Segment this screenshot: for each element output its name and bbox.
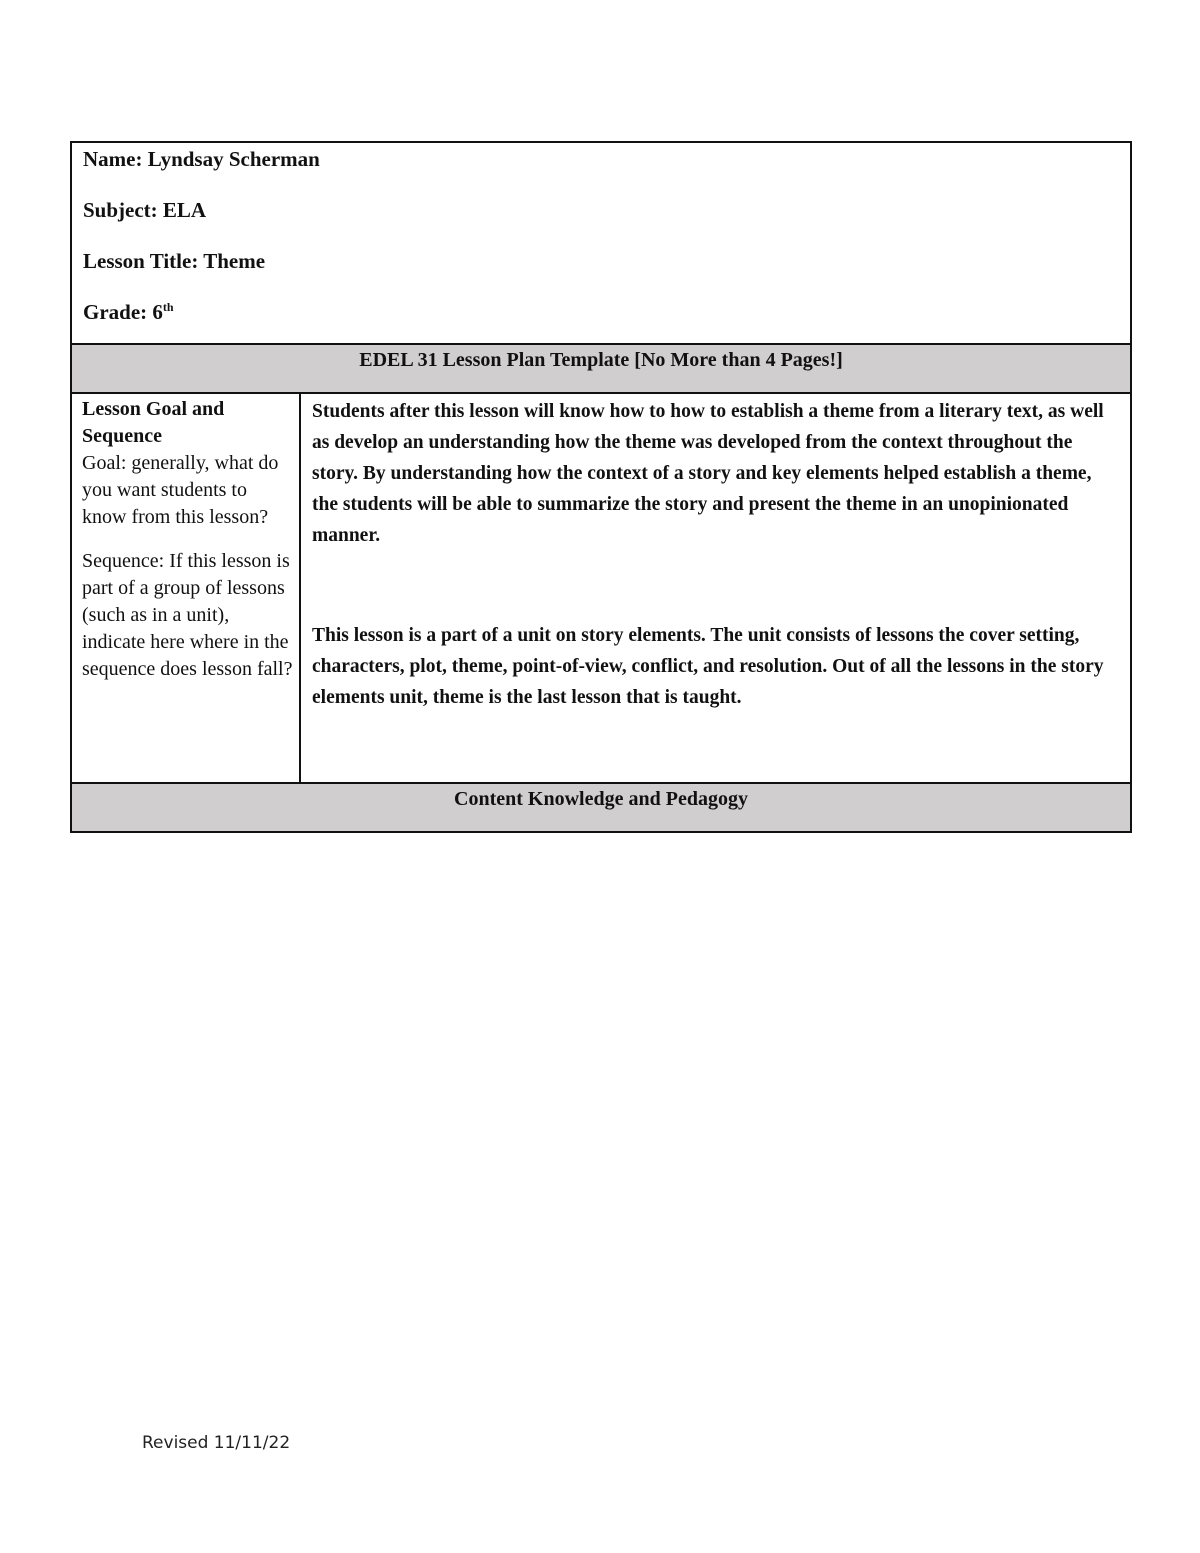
grade-text: Grade: 6 xyxy=(83,300,163,324)
goal-sequence-label-title: Lesson Goal and Sequence xyxy=(82,398,225,447)
lesson-title-line: Lesson Title: Theme xyxy=(83,249,266,273)
goal-sequence-row xyxy=(71,393,1131,783)
content-band-heading: Content Knowledge and Pedagogy xyxy=(71,783,1131,832)
subject-line: Subject: ELA xyxy=(83,198,207,222)
revised-footer: Revised 11/11/22 xyxy=(142,1433,291,1453)
name-line: Name: Lyndsay Scherman xyxy=(83,147,320,171)
grade-line xyxy=(83,300,1120,324)
template-band-heading: EDEL 31 Lesson Plan Template [No More than 4 Pages!] xyxy=(71,344,1131,393)
lesson-plan-table xyxy=(70,141,1132,833)
goal-sequence-content-cell xyxy=(300,393,1131,783)
header-info-cell xyxy=(71,142,1131,344)
goal-response: Students after this lesson will know how to how to establish a theme from a literary text, as well as develop an understanding how the theme was developed from the context throughout the story. By understanding how the context of a story and key elements helped establish a theme, the students will be able to summarize the story and present the theme in an unopinionated manner. xyxy=(312,401,1104,546)
sequence-prompt: Sequence: If this lesson is part of a group of lessons (such as in a unit), indicate here where in the sequence does lesson fall? xyxy=(82,550,293,680)
header-info-row xyxy=(71,142,1131,344)
sequence-response: This lesson is a part of a unit on story elements. The unit consists of lessons the cover setting, characters, plot, theme, point-of-view, conflict, and resolution. Out of all the lessons in the story elements unit, theme is the last lesson that is taught. xyxy=(312,625,1104,708)
grade-superscript: th xyxy=(162,300,174,314)
template-band-row xyxy=(71,344,1131,393)
goal-prompt: Goal: generally, what do you want students to know from this lesson? xyxy=(82,452,279,528)
goal-sequence-label-cell xyxy=(71,393,300,783)
content-band-row xyxy=(71,783,1131,832)
